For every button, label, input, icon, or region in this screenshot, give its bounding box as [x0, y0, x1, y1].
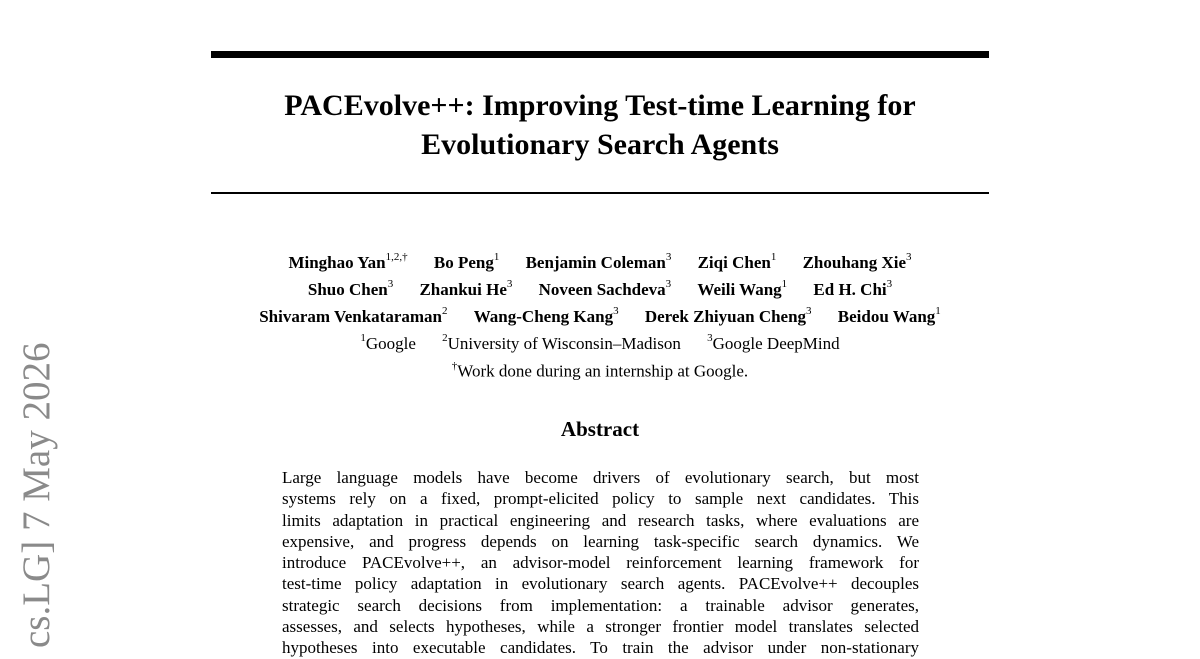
author: Ziqi Chen$^1$	[697, 251, 777, 272]
affiliation: $^2$University of Wisconsin–Madison	[442, 332, 681, 354]
author: Ed H. Chi$^3$	[813, 278, 893, 299]
author-block	[150, 247, 1050, 383]
affiliation: $^1$Google	[360, 332, 416, 354]
author: Zhankui He$^3$	[419, 278, 513, 299]
arxiv-stamp: cs.LG] 7 May 2026	[15, 342, 58, 648]
title-line: PACEvolve++: Improving Test-time Learning for	[284, 89, 916, 122]
abstract-line: Large language models have become drivers of evolutionary search, but most	[282, 468, 919, 487]
author-row	[150, 247, 1050, 274]
author-row	[150, 301, 1050, 328]
abstract-line: test-time policy adaptation in evolutionary search agents. PACEvolve++ decouples	[282, 574, 919, 594]
author: Noveen Sachdeva$^3$	[538, 278, 672, 299]
author: Shivaram Venkataraman$^2$	[259, 305, 448, 326]
abstract-line: limits adaptation in practical engineering and research tasks, where evaluations are	[282, 510, 919, 530]
abstract-heading: Abstract	[560, 417, 640, 441]
abstract-line: expensive, and progress depends on learning task-specific search dynamics. We	[282, 531, 919, 551]
abstract-line: introduce PACEvolve++, an advisor-model reinforcement learning framework for	[282, 553, 919, 573]
author-row	[150, 274, 1050, 301]
affiliation-row	[150, 328, 1050, 355]
abstract-line: systems rely on a fixed, prompt-elicited policy to sample next candidates. This	[282, 489, 919, 509]
author: Shuo Chen$^3$	[307, 278, 394, 299]
abstract-line: strategic search decisions from implementation: a trainable advisor generates,	[282, 595, 919, 615]
title-line: Evolutionary Search Agents	[421, 128, 779, 161]
title-rule	[211, 192, 989, 194]
author: Weili Wang$^1$	[697, 278, 788, 299]
author: Beidou Wang$^1$	[837, 305, 941, 326]
top-rule	[211, 51, 989, 58]
internship-note: †Work done during an internship at Google.	[451, 359, 749, 381]
affiliation: $^3$Google DeepMind	[707, 332, 840, 354]
author: Wang-Cheng Kang$^3$	[473, 305, 619, 326]
abstract-line: hypotheses into executable candidates. To train the advisor under non-stationary	[282, 638, 919, 658]
author: Bo Peng$^1$	[433, 251, 500, 272]
author: Derek Zhiyuan Cheng$^3$	[644, 305, 812, 326]
paper-title	[211, 86, 989, 164]
abstract-line: assesses, and selects hypotheses, while a stronger frontier model translates selected	[282, 617, 919, 637]
author: Benjamin Coleman$^3$	[525, 251, 672, 272]
author: Minghao Yan$^{1,2,\dagger}$	[288, 251, 408, 272]
abstract-body	[282, 467, 919, 659]
author: Zhouhang Xie$^3$	[802, 251, 912, 272]
